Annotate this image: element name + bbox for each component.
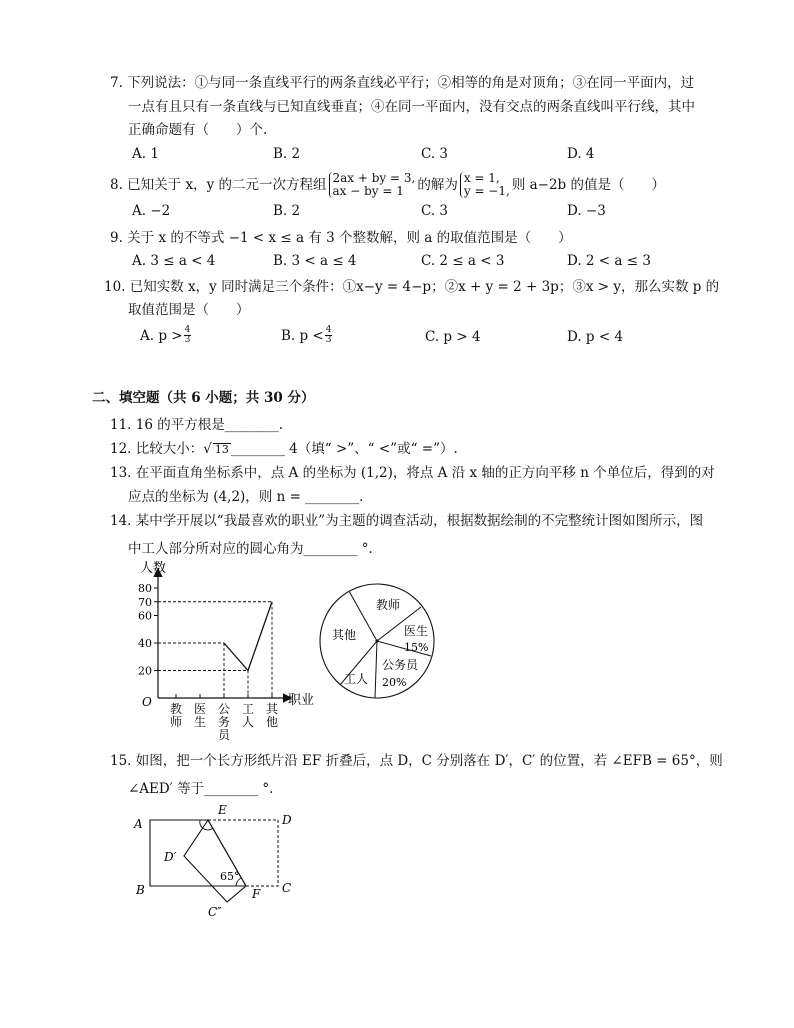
y-axis-label: 人数 [140,561,167,576]
q10-option-c: C. p > 4 [425,329,481,345]
fraction-numerator: 4 [325,325,332,335]
point-d-prime-label: D′ [164,850,177,864]
q8-option-a: A. −2 [132,203,171,219]
q8-prefix: 8. 已知关于 x，y 的二元一次方程组 [110,177,327,193]
q8-suffix: 则 a−2b 的值是（ ） [511,177,665,193]
point-b-label: B [136,883,145,897]
q8-option-c: C. 3 [421,203,449,219]
q10-option-a [140,326,192,345]
y-tick-label: 20 [138,664,152,678]
q7-option-b: B. 2 [273,146,301,162]
q8-middle: 的解为 [417,177,458,193]
q10-option-a-text: A. p > [140,327,183,344]
q8-sol1: x = 1, [463,171,500,185]
q13-line1: 13. 在平面直角坐标系中，点 A 的坐标为 (1,2)，将点 A 沿 x 轴的正方向平移 n 个单位后，得到的对 [110,465,715,481]
q12-line [110,440,458,458]
q12-suffix: ________ 4（填“ >”、“ <”或“ =”）. [230,441,458,457]
point-c-label: C [282,881,292,895]
pie-label-doctor: 医生 [404,624,429,638]
rectangle-folded-away [208,820,278,886]
section-title: 二、填空题（共 6 小题；共 30 分） [92,390,315,406]
point-e-label: E [218,803,227,817]
y-tick-label: 80 [138,582,152,595]
q9-line: 9. 关于 x 的不等式 −1 < x ≤ a 有 3 个整数解，则 a 的取值范围是（ ） [110,230,572,246]
fraction-denominator: 3 [325,335,332,345]
q9-option-b: B. 3 < a ≤ 4 [273,253,357,269]
q7-line2: 一点有且只有一条直线与已知直线垂直；④在同一平面内，没有交点的两条直线叫平行线，其中 [128,99,695,115]
angle-label: 65° [220,870,240,883]
q13-line2: 应点的坐标为 (4,2)，则 n = ________. [128,489,364,505]
q8-sol2: y = −1, [463,184,510,198]
origin-label: O [142,695,152,709]
pie-divider [375,641,377,698]
q9-option-d: D. 2 < a ≤ 3 [567,253,651,269]
q15-line1: 15. 如图，把一个长方形纸片沿 EF 折叠后，点 D，C 分别落在 D′，C′ 的位置，若 ∠EFB = 65°，则 [110,753,723,769]
q7-option-c: C. 3 [421,146,449,162]
fraction-numerator: 4 [184,325,191,335]
point-d-label: D [282,813,292,827]
q8-eq1: 2ax + by = 3, [332,171,416,185]
point-f-label: F [252,887,261,901]
category-label: 教师 [169,702,183,729]
q11-line: 11. 16 的平方根是________. [110,417,284,433]
point-c-prime-label: C″ [208,905,222,919]
q14-line2: 中工人部分所对应的圆心角为________ °. [128,541,373,557]
category-label: 其他 [265,702,279,729]
q14-line1: 14. 某中学开展以“我最喜欢的职业”为主题的调查活动，根据数据绘制的不完整统计图如图所示，图 [110,513,704,529]
pie-label-teacher: 教师 [376,598,401,612]
q10-line1: 10. 已知实数 x，y 同时满足三个条件：①x−y = 4−p；②x + y = 2 + 3p；③x > y，那么实数 p 的 [104,279,720,295]
q9-option-c: C. 2 ≤ a < 3 [421,253,505,269]
fold-figure [128,798,308,920]
pie-label-civil-servant: 公务员 [382,658,419,672]
pie-center [375,639,378,642]
point-a-label: A [134,817,143,831]
q10-option-b-text: B. p < [281,327,324,344]
q10-option-a-fraction [184,326,192,345]
q8-solution-system [460,172,510,198]
q8-option-b: B. 2 [273,203,301,219]
category-label: 医生 [193,702,207,729]
category-labels [170,694,279,742]
folded-part [184,820,246,902]
q12-radicand: 13 [214,443,229,456]
pie-percent-doctor: 15% [404,641,429,654]
y-ticks [138,582,158,678]
q7-line1: 7. 下列说法：①与同一条直线平行的两条直线必平行；②相等的角是对顶角；③在同一平面内，过 [110,75,695,91]
pie-label-worker: 工人 [344,672,369,686]
line-chart [130,558,330,742]
y-tick-label: 40 [138,637,152,650]
pie-label-other: 其他 [332,628,357,642]
q10-line2: 取值范围是（ ） [128,302,250,318]
q7-option-a: A. 1 [132,146,159,162]
fraction-denominator: 3 [184,335,191,345]
q10-option-d: D. p < 4 [567,329,624,345]
q15-line2: ∠AED′ 等于________ °. [128,781,274,797]
category-label: 公务员 [217,702,231,742]
q8-eq2: ax − by = 1 [332,184,404,198]
q10-option-b-fraction [325,326,333,345]
q8-equation-system [329,172,416,198]
y-tick-label: 70 [138,595,152,609]
pie-percent-civil-servant: 20% [382,676,407,689]
category-label: 工人 [241,702,255,729]
data-line [224,602,272,671]
q12-prefix: 12. 比较大小：√ [110,441,212,457]
x-axis-label: 职业 [288,693,315,708]
y-tick-label: 60 [138,609,152,623]
q9-option-a: A. 3 ≤ a < 4 [132,253,216,269]
q10-option-b [281,326,333,345]
q8-option-d: D. −3 [567,203,606,219]
q7-option-d: D. 4 [567,146,595,162]
q8-line [110,172,665,198]
pie-chart [318,582,438,702]
q7-line3: 正确命题有（ ）个. [128,122,268,138]
